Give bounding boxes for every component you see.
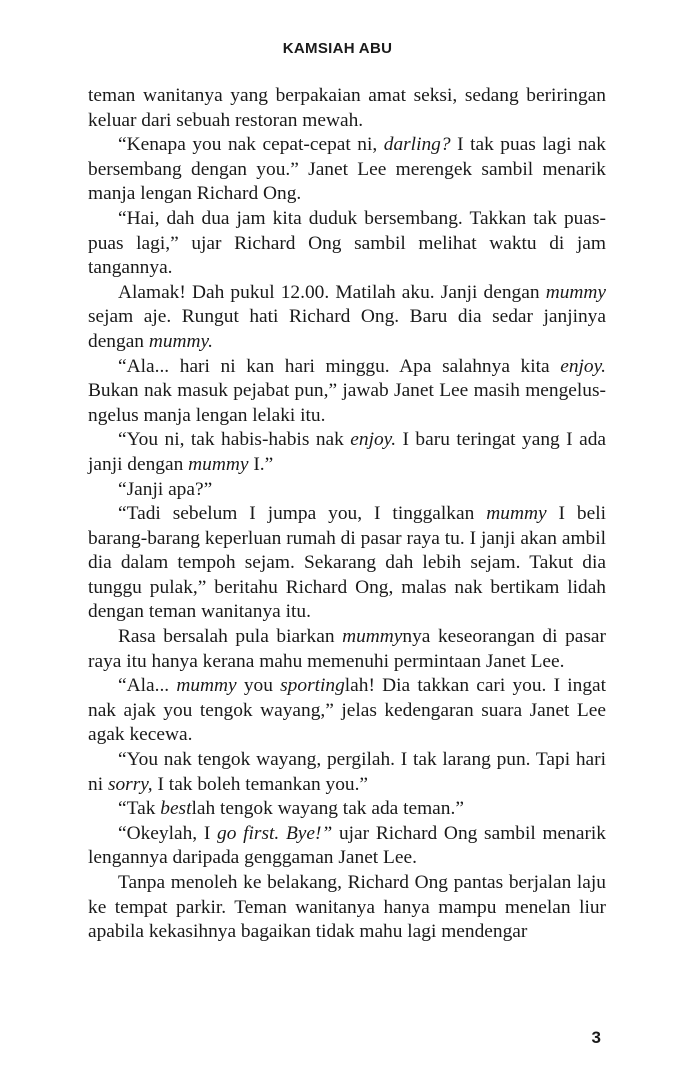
- italic-text-run: mummy: [188, 453, 249, 475]
- text-run: “Kenapa you nak cepat-cepat ni,: [118, 134, 384, 156]
- paragraph: [88, 748, 606, 797]
- italic-text-run: best: [160, 798, 192, 820]
- text-run: “Hai, dah dua jam kita duduk bersembang. Takkan tak puas-puas lagi,” ujar Richard Ong sambil melihat waktu di jam tangannya.: [88, 207, 606, 279]
- italic-text-run: mummy: [176, 675, 237, 697]
- text-run: I baru teringat yang I ada janji dengan: [88, 429, 606, 475]
- paragraph: [88, 797, 606, 822]
- text-run: “Tak: [118, 798, 161, 820]
- italic-text-run: mummy: [342, 626, 403, 648]
- text-run: I.”: [248, 453, 274, 475]
- text-run: “Okeylah, I: [118, 822, 218, 844]
- italic-text-run: mummy.: [148, 330, 213, 352]
- text-run: lah tengok wayang tak ada teman.”: [191, 798, 464, 820]
- italic-text-run: enjoy.: [350, 429, 397, 451]
- italic-text-run: sorry,: [107, 773, 153, 795]
- page-number: 3: [591, 1028, 601, 1047]
- italic-text-run: mummy: [486, 503, 547, 525]
- paragraph: [88, 478, 606, 503]
- text-run: sejam aje. Rungut hati Richard Ong. Baru dia sedar janjinya dengan: [88, 306, 606, 352]
- text-run: I tak boleh temankan you.”: [152, 773, 369, 795]
- italic-text-run: sporting: [280, 675, 345, 697]
- text-run: Alamak! Dah pukul 12.00. Matilah aku. Janji dengan: [118, 281, 546, 303]
- italic-text-run: go first. Bye!”: [217, 822, 333, 844]
- text-run: “Ala...: [118, 675, 177, 697]
- text-run: Rasa bersalah pula biarkan: [118, 626, 343, 648]
- italic-text-run: enjoy.: [560, 355, 606, 377]
- paragraph: [88, 428, 606, 477]
- paragraph: [88, 822, 606, 871]
- text-run: I tak puas lagi nak bersembang dengan you.” Janet Lee merengek sambil menarik manja lengan Richard Ong.: [88, 134, 606, 205]
- paragraph: [88, 674, 606, 748]
- text-run: “You ni, tak habis-habis nak: [118, 429, 351, 451]
- text-run: Bukan nak masuk pejabat pun,” jawab Janet Lee masih mengelus-ngelus manja lengan lelaki itu.: [88, 380, 606, 426]
- text-run: “Tadi sebelum I jumpa you, I tinggalkan: [118, 503, 487, 525]
- text-run: “Ala... hari ni kan hari minggu. Apa salahnya kita: [118, 355, 561, 377]
- text-run: “Janji apa?”: [118, 478, 213, 500]
- text-run: ujar Richard Ong sambil menarik lengannya daripada genggaman Janet Lee.: [88, 822, 606, 869]
- paragraph: [88, 502, 606, 625]
- text-run: teman wanitanya yang berpakaian amat seksi, sedang beriringan keluar dari sebuah restoran mewah.: [88, 85, 606, 131]
- italic-text-run: mummy: [545, 281, 606, 303]
- paragraph: [88, 871, 606, 945]
- paragraph: [88, 207, 606, 281]
- paragraph: [88, 133, 606, 207]
- text-run: lah! Dia takkan cari you. I ingat nak ajak you tengok wayang,” jelas kedengaran suara Janet Lee agak kecewa.: [88, 675, 607, 746]
- paragraph: [88, 625, 606, 674]
- running-header: KAMSIAH ABU: [282, 40, 393, 57]
- italic-text-run: darling?: [383, 134, 451, 156]
- paragraph: [88, 84, 606, 133]
- text-run: nya keseorangan di pasar raya itu hanya kerana mahu memenuhi permintaan Janet Lee.: [88, 626, 606, 672]
- paragraph: [88, 281, 606, 355]
- text-run: Tanpa menoleh ke belakang, Richard Ong pantas berjalan laju ke tempat parkir. Teman wanitanya hanya mampu menelan liur apabila kekasihnya bagaikan tidak mahu lagi mendengar: [88, 872, 606, 943]
- body-text: [88, 84, 606, 945]
- text-run: I beli barang-barang keperluan rumah di pasar raya tu. I janji akan ambil dia dalam tempoh sejam. Sekarang dah lebih sejam. Takut dia tunggu pulak,” beritahu Richard Ong, malas nak bertikam lidah dengan teman wanitanya itu.: [88, 503, 606, 623]
- paragraph: [88, 355, 606, 429]
- text-run: “You nak tengok wayang, pergilah. I tak larang pun. Tapi hari ni: [88, 749, 606, 795]
- text-run: you: [236, 675, 281, 697]
